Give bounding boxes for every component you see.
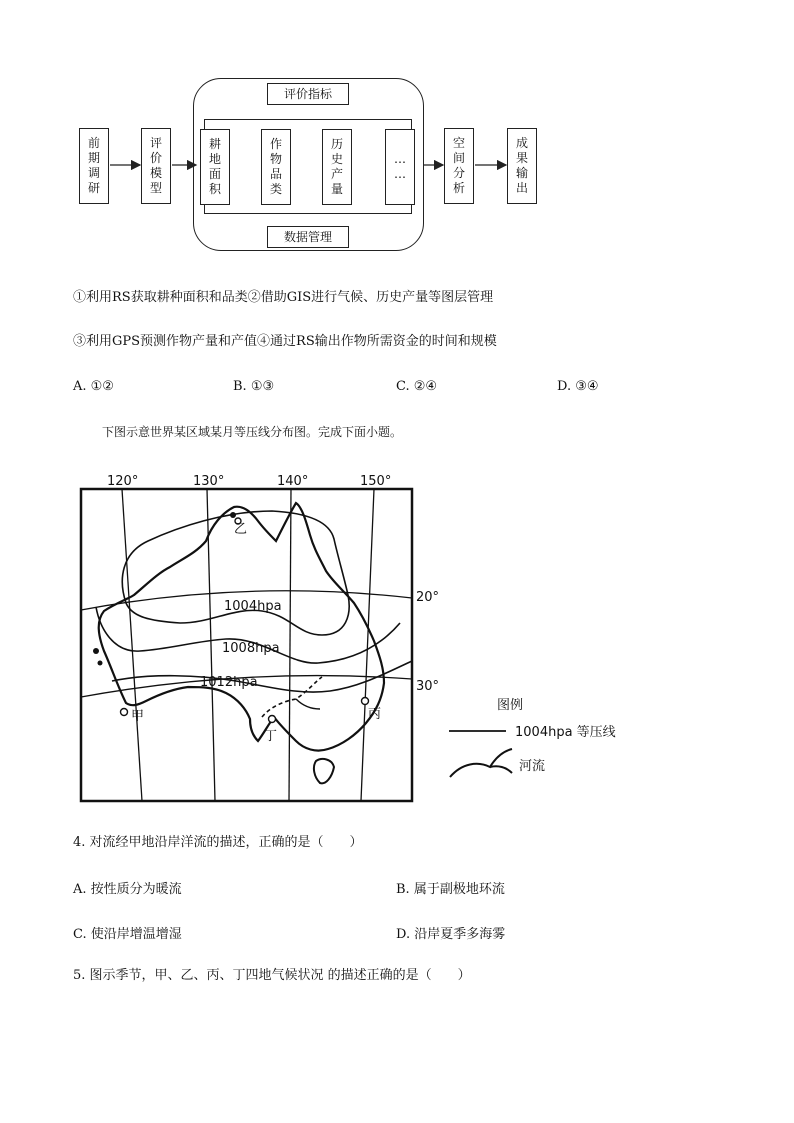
legend-river-line [450,749,512,777]
box-crop-category: 作物品类 [261,129,291,205]
legend-river-label: 河流 [519,759,546,774]
evaluation-index-label: 评价指标 [267,83,349,105]
box-result-output: 成果输出 [507,128,537,204]
murray-river [262,677,322,717]
isobar-label-1008: 1008hpa [222,641,280,656]
box-historical-yield: 历史产量 [322,129,352,205]
flow-arrows [0,0,794,260]
place-label-bing: 丙 [368,707,382,722]
place-marker-ding [269,716,276,723]
box-cultivated-area: 耕地面积 [200,129,230,205]
q4-option-b[interactable]: B. 属于副极地环流 [396,882,505,897]
lon-label-120: 120° [107,474,139,489]
legend-title: 图例 [497,698,524,713]
q4-stem: 4. 对流经甲地沿岸洋流的描述，正确的是（ ） [73,835,363,850]
data-management-label: 数据管理 [267,226,349,248]
box-spatial-analysis: 空间分析 [444,128,474,204]
box-preliminary-research: 前期调研 [79,128,109,204]
isobar-map [0,455,794,815]
q3-option-b[interactable]: B. ①③ [233,379,275,394]
q3-statement-line2: ③利用GPS预测作物产量和产值④通过RS输出作物所需资金的时间和规模 [73,334,497,349]
intro-text: 下图示意世界某区域某月等压线分布图。完成下面小题。 [102,425,403,439]
q5-stem: 5. 图示季节，甲、乙、丙、丁四地气候状况 的描述正确的是（ ） [73,968,471,983]
q3-option-a[interactable]: A. ①② [73,379,114,394]
q3-option-d[interactable]: D. ③④ [557,379,599,394]
place-label-ding: 丁 [264,729,278,744]
box-ellipsis: … … [385,129,415,205]
river-branch [296,699,320,709]
lat-label-20: 20° [416,590,440,605]
island-1 [93,648,99,654]
lon-label-140: 140° [277,474,309,489]
isobar-label-1012: 1012hpa [200,675,258,690]
meridian-120 [122,489,145,801]
place-marker-bing [362,698,369,705]
place-label-jia: 甲 [131,709,145,724]
q3-option-c[interactable]: C. ②④ [396,379,438,394]
q4-option-c[interactable]: C. 使沿岸增温增湿 [73,927,182,942]
tasmania [314,759,334,783]
place-label-yi: 乙 [234,522,248,537]
lon-label-150: 150° [360,474,392,489]
q3-statement-line1: ①利用RS获取耕种面积和品类②借助GIS进行气候、历史产量等图层管理 [73,290,494,305]
meridian-150 [361,489,374,801]
lon-label-130: 130° [193,474,225,489]
box-evaluation-model: 评价模型 [141,128,171,204]
meridian-140 [289,489,291,801]
lat-label-30: 30° [416,679,440,694]
isobar-label-1004: 1004hpa [224,599,282,614]
legend-isobar-label: 1004hpa 等压线 [515,725,616,740]
island-2 [98,661,103,666]
q4-option-d[interactable]: D. 沿岸夏季多海雾 [396,927,506,942]
q4-option-a[interactable]: A. 按性质分为暖流 [73,882,182,897]
place-marker-jia [121,709,128,716]
